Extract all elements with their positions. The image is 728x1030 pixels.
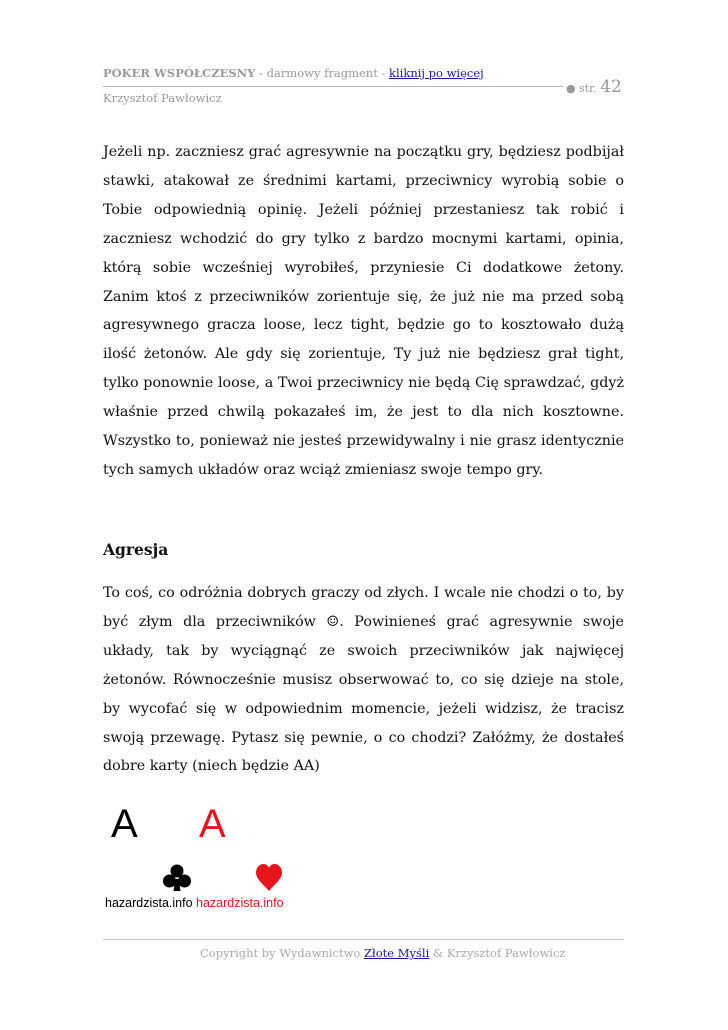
card-illustration — [103, 795, 303, 915]
club-icon — [163, 865, 191, 892]
section-heading: Agresja — [103, 540, 169, 559]
publisher-link[interactable]: Złote Myśli — [364, 946, 430, 960]
card-1-watermark: hazardzista.info — [105, 896, 193, 910]
card-1-rank: A — [111, 802, 138, 846]
card-2-watermark: hazardzista.info — [196, 896, 284, 910]
heart-icon — [256, 864, 282, 891]
more-link[interactable]: kliknij po więcej — [389, 66, 484, 80]
footer-rule — [103, 939, 624, 940]
page-number-value: 42 — [600, 77, 622, 97]
cards-svg — [103, 795, 303, 915]
header-separator: - — [377, 66, 390, 80]
page-prefix: ● str. — [566, 82, 601, 95]
book-title: POKER WSPÓŁCZESNY — [103, 66, 256, 80]
paragraph-2: To coś, co odróżnia dobrych graczy od złych. I wcale nie chodzi o to, by być złym dla przeciwników ☺. Powinieneś grać agresywnie swoje układy, tak by wyciągnąć ze swoich przeciwników jak najwięcej żetonów. Równocześnie musisz obserwować to, co się dzieje na stole, by wycofać się w odpowiednim momencie, jeżeli widzisz, że tracisz swoją przewagę. Pytasz się pewnie, o co chodzi? Załóżmy, że dostałeś dobre karty (niech będzie AA) — [103, 585, 624, 775]
header-author: Krzysztof Pawłowicz — [103, 91, 222, 105]
fragment-label: darmowy fragment — [266, 66, 378, 80]
page-number — [566, 77, 622, 97]
footer-suffix: & Krzysztof Pawłowicz — [429, 946, 566, 960]
footer-copyright — [200, 946, 565, 960]
header-rule — [103, 86, 563, 87]
running-header — [103, 66, 484, 80]
footer-prefix: Copyright by Wydawnictwo — [200, 946, 365, 960]
paragraph-1: Jeżeli np. zaczniesz grać agresywnie na początku gry, będziesz podbijał stawki, atakował ze średnimi kartami, przeciwnicy wyrobią sobie o Tobie odpowiednią opinię. Jeżeli później przestaniesz tak robić i zaczniesz wchodzić do gry tylko z bardzo mocnymi kartami, opinia, którą sobie wcześniej wyrobiłeś, przyniesie Ci dodatkowe żetony. Zanim ktoś z przeciwników zorientuje się, że już nie ma przed sobą agresywnego gracza loose, lecz tight, będzie go to kosztowało dużą ilość żetonów. Ale gdy się zorientuje, Ty już nie będziesz grał tight, tylko ponownie loose, a Twoi przeciwnicy nie będą Cię sprawdzać, gdyż właśnie przed chwilą pokazałeś im, że jest to dla nich kosztowne. Wszystko to, ponieważ nie jesteś przewidywalny i nie grasz identycznie tych samych układów oraz wciąż zmieniasz swoje tempo gry. — [103, 144, 624, 478]
card-2-rank: A — [199, 802, 226, 846]
header-separator: - — [255, 66, 267, 80]
